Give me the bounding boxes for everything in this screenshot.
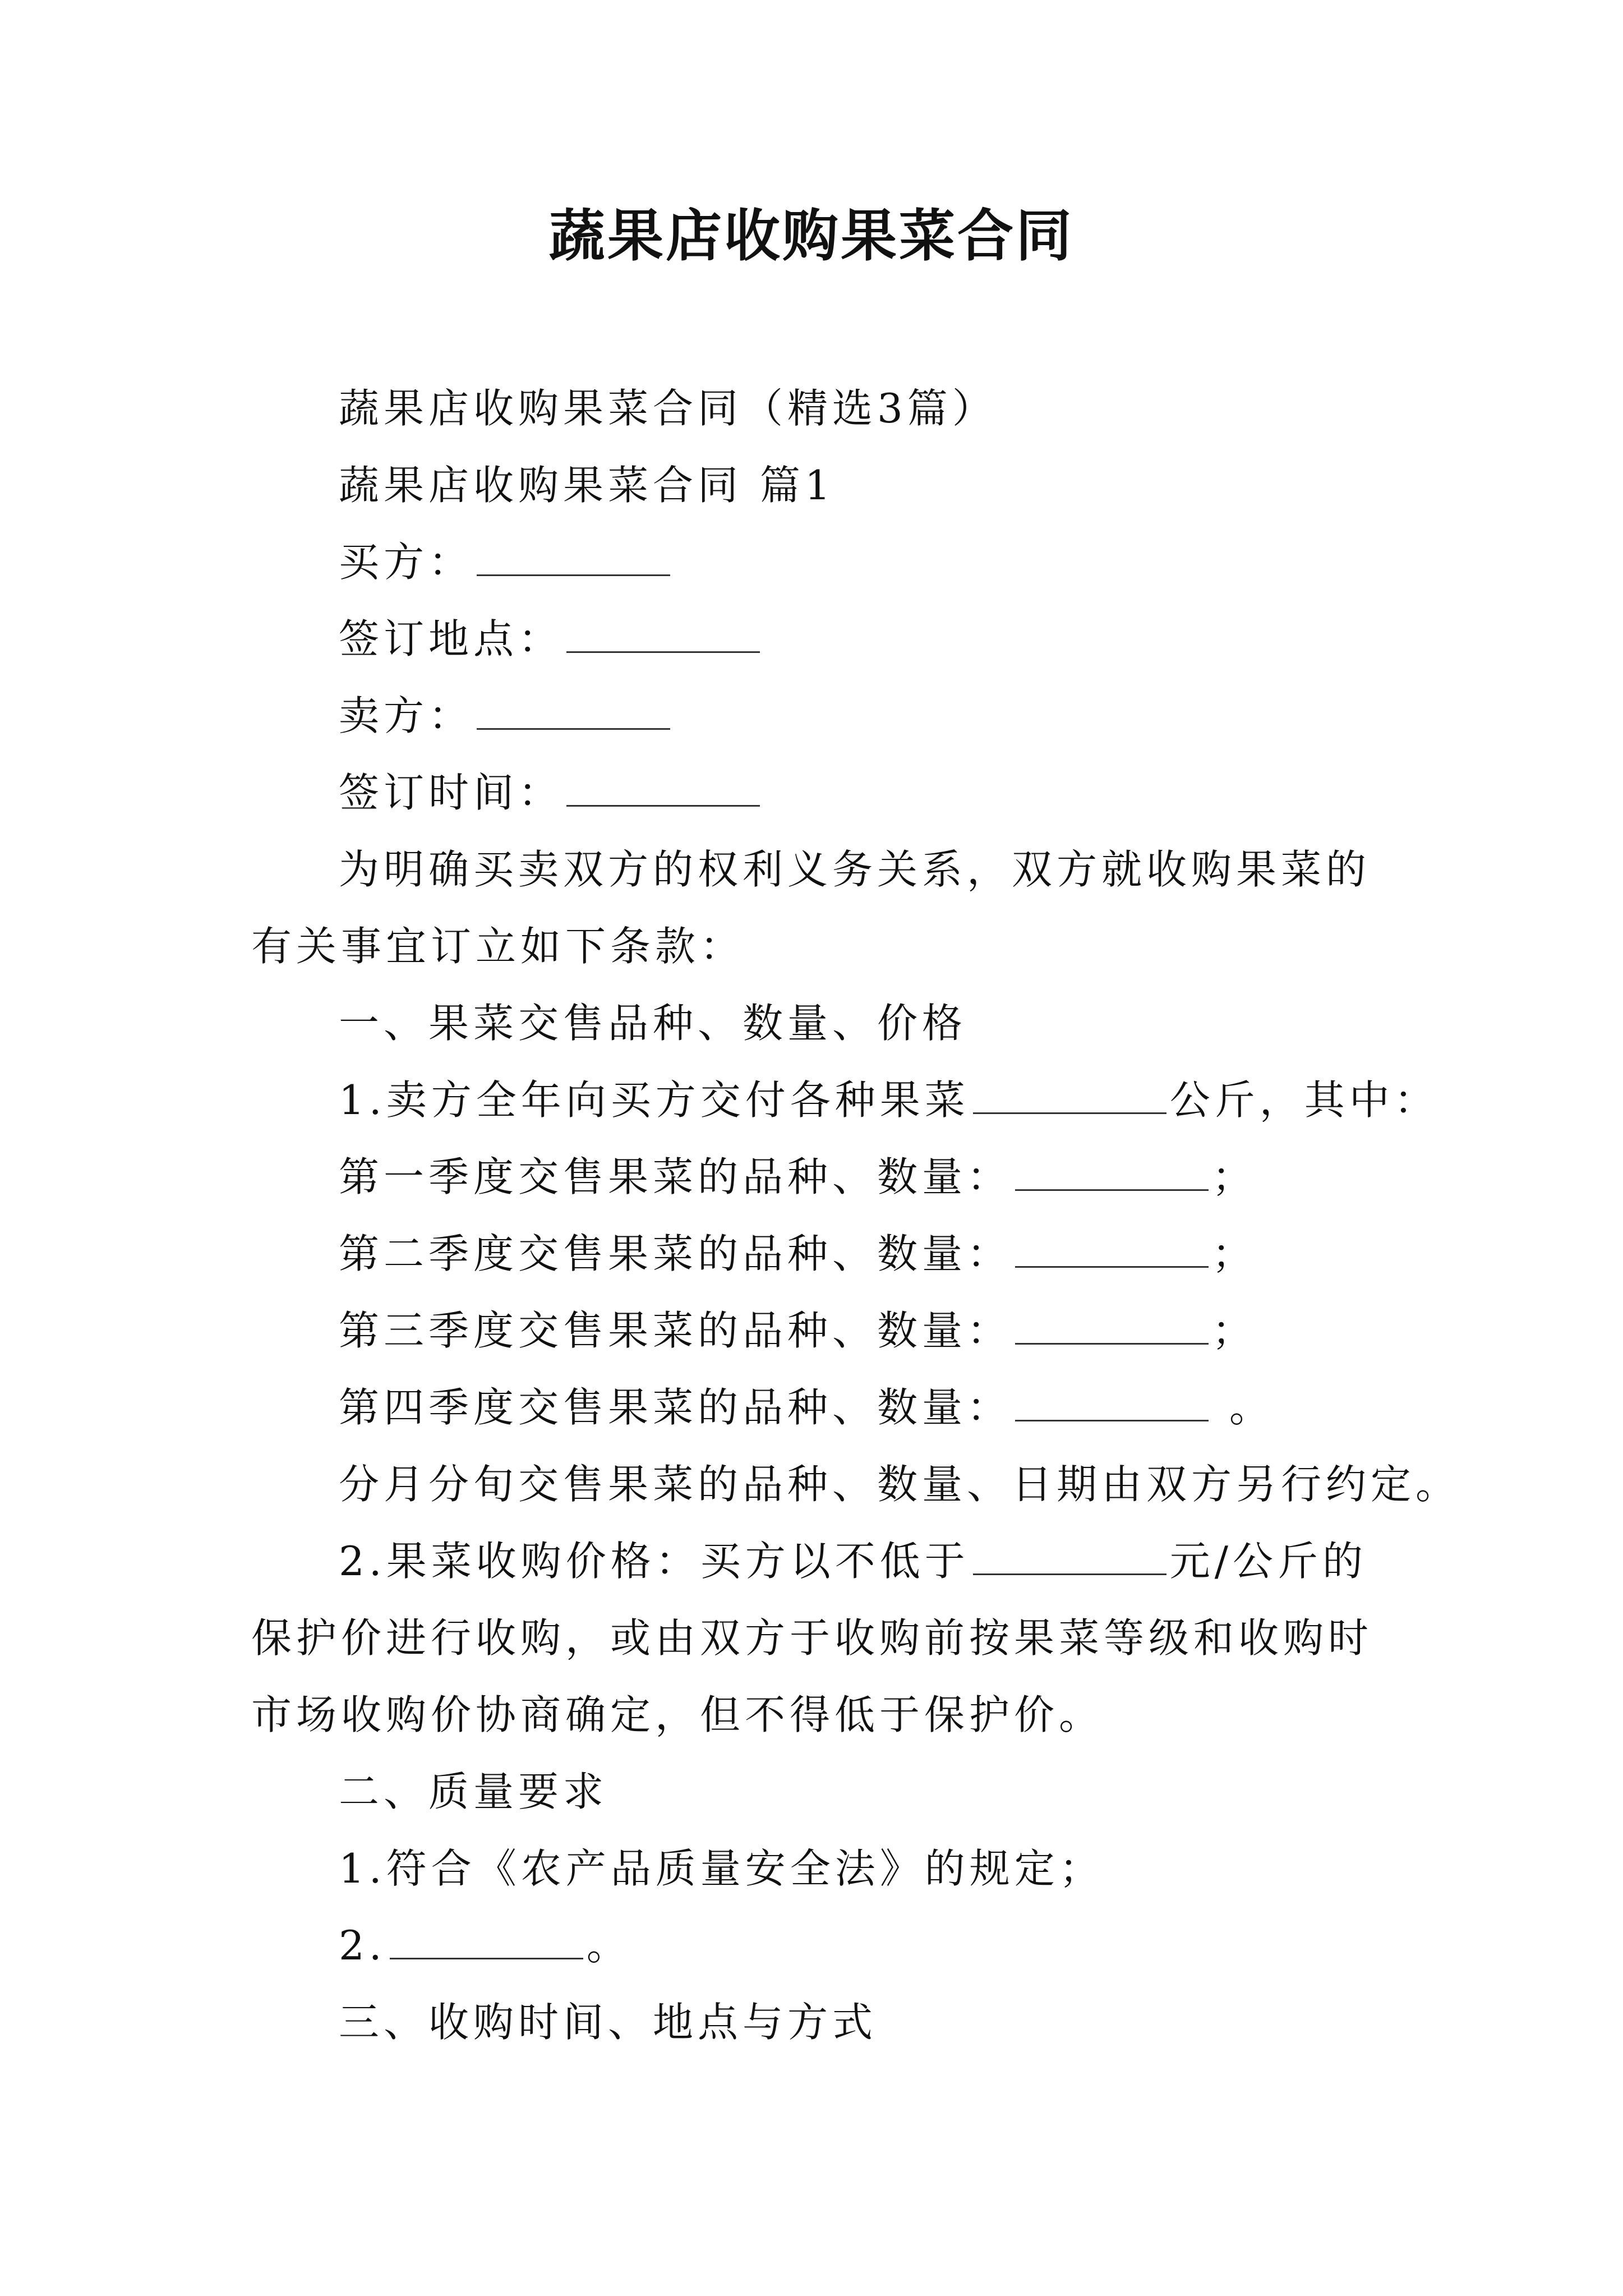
q2-blank [1015,1227,1209,1268]
seller-label: 卖方： [339,692,474,739]
paragraph-q2 [251,1216,1378,1292]
q1-blank [1015,1150,1209,1191]
paragraph-preamble: 为明确买卖双方的权利义务关系，双方就收购果菜的有关事宜订立如下条款： [251,846,1371,970]
paragraph-price [251,1523,1378,1754]
q4-end: 。 [1212,1384,1274,1431]
q1-end: ； [1212,1153,1257,1200]
price-text-a: 2.果菜收购价格：买方以不低于 [339,1538,970,1585]
q3-label: 第三季度交售果菜的品种、数量： [339,1307,1012,1354]
q2-end: ； [1212,1230,1257,1277]
paragraph-monthly-schedule: 分月分旬交售果菜的品种、数量、日期由双方另行约定。 [339,1461,1461,1508]
q2-label: 第二季度交售果菜的品种、数量： [339,1230,1012,1277]
quality-other-text-b: 。 [586,1922,631,1969]
paragraph-clause-1-heading: 一、果菜交售品种、数量、价格 [339,1000,967,1047]
paragraph-section-heading: 蔬果店收购果菜合同 篇1 [339,462,835,509]
sign-place-label: 签订地点： [339,615,564,662]
sign-place-blank [566,612,760,653]
q3-end: ； [1212,1307,1257,1354]
paragraph-q3 [251,1292,1378,1369]
document-body [251,370,1461,2061]
price-blank [973,1534,1166,1575]
paragraph-subtitle: 蔬果店收购果菜合同（精选3篇） [339,385,997,432]
paragraph-sign-place [251,601,1378,678]
paragraph-clause-2-heading: 二、质量要求 [339,1768,608,1815]
price-text-b: 元/公斤的保护价进行收购，或由双方于收购前按果菜等级和收购时市场收购价协商确定，但不得低于保护价。 [251,1538,1373,1738]
paragraph-q4 [251,1369,1378,1446]
paragraph-quality-other [251,1907,1378,1984]
q3-blank [1015,1304,1209,1345]
sign-time-label: 签订时间： [339,769,564,816]
paragraph-quality-law: 1.符合《农产品质量安全法》的规定； [339,1845,1104,1892]
annual-quantity-text-a: 1.卖方全年向买方交付各种果菜 [339,1076,970,1124]
q1-label: 第一季度交售果菜的品种、数量： [339,1153,1012,1200]
document-title: 蔬果店收购果菜合同 [549,203,1074,269]
paragraph-sign-time [251,754,1378,831]
annual-quantity-text-b: 公斤，其中： [1169,1076,1439,1124]
buyer-label: 买方： [339,539,474,586]
paragraph-annual-quantity [251,1062,1439,1139]
paragraph-clause-3-heading: 三、收购时间、地点与方式 [339,1999,878,2046]
paragraph-seller [251,678,1378,754]
quality-other-blank [390,1918,583,1959]
q4-label: 第四季度交售果菜的品种、数量： [339,1384,1012,1431]
seller-blank [477,689,670,730]
sign-time-blank [566,766,760,807]
paragraph-q1 [251,1139,1378,1216]
annual-quantity-blank [973,1073,1166,1114]
paragraph-buyer [251,524,1378,601]
quality-other-text-a: 2. [339,1922,386,1969]
buyer-blank [477,535,670,576]
q4-blank [1015,1381,1209,1421]
